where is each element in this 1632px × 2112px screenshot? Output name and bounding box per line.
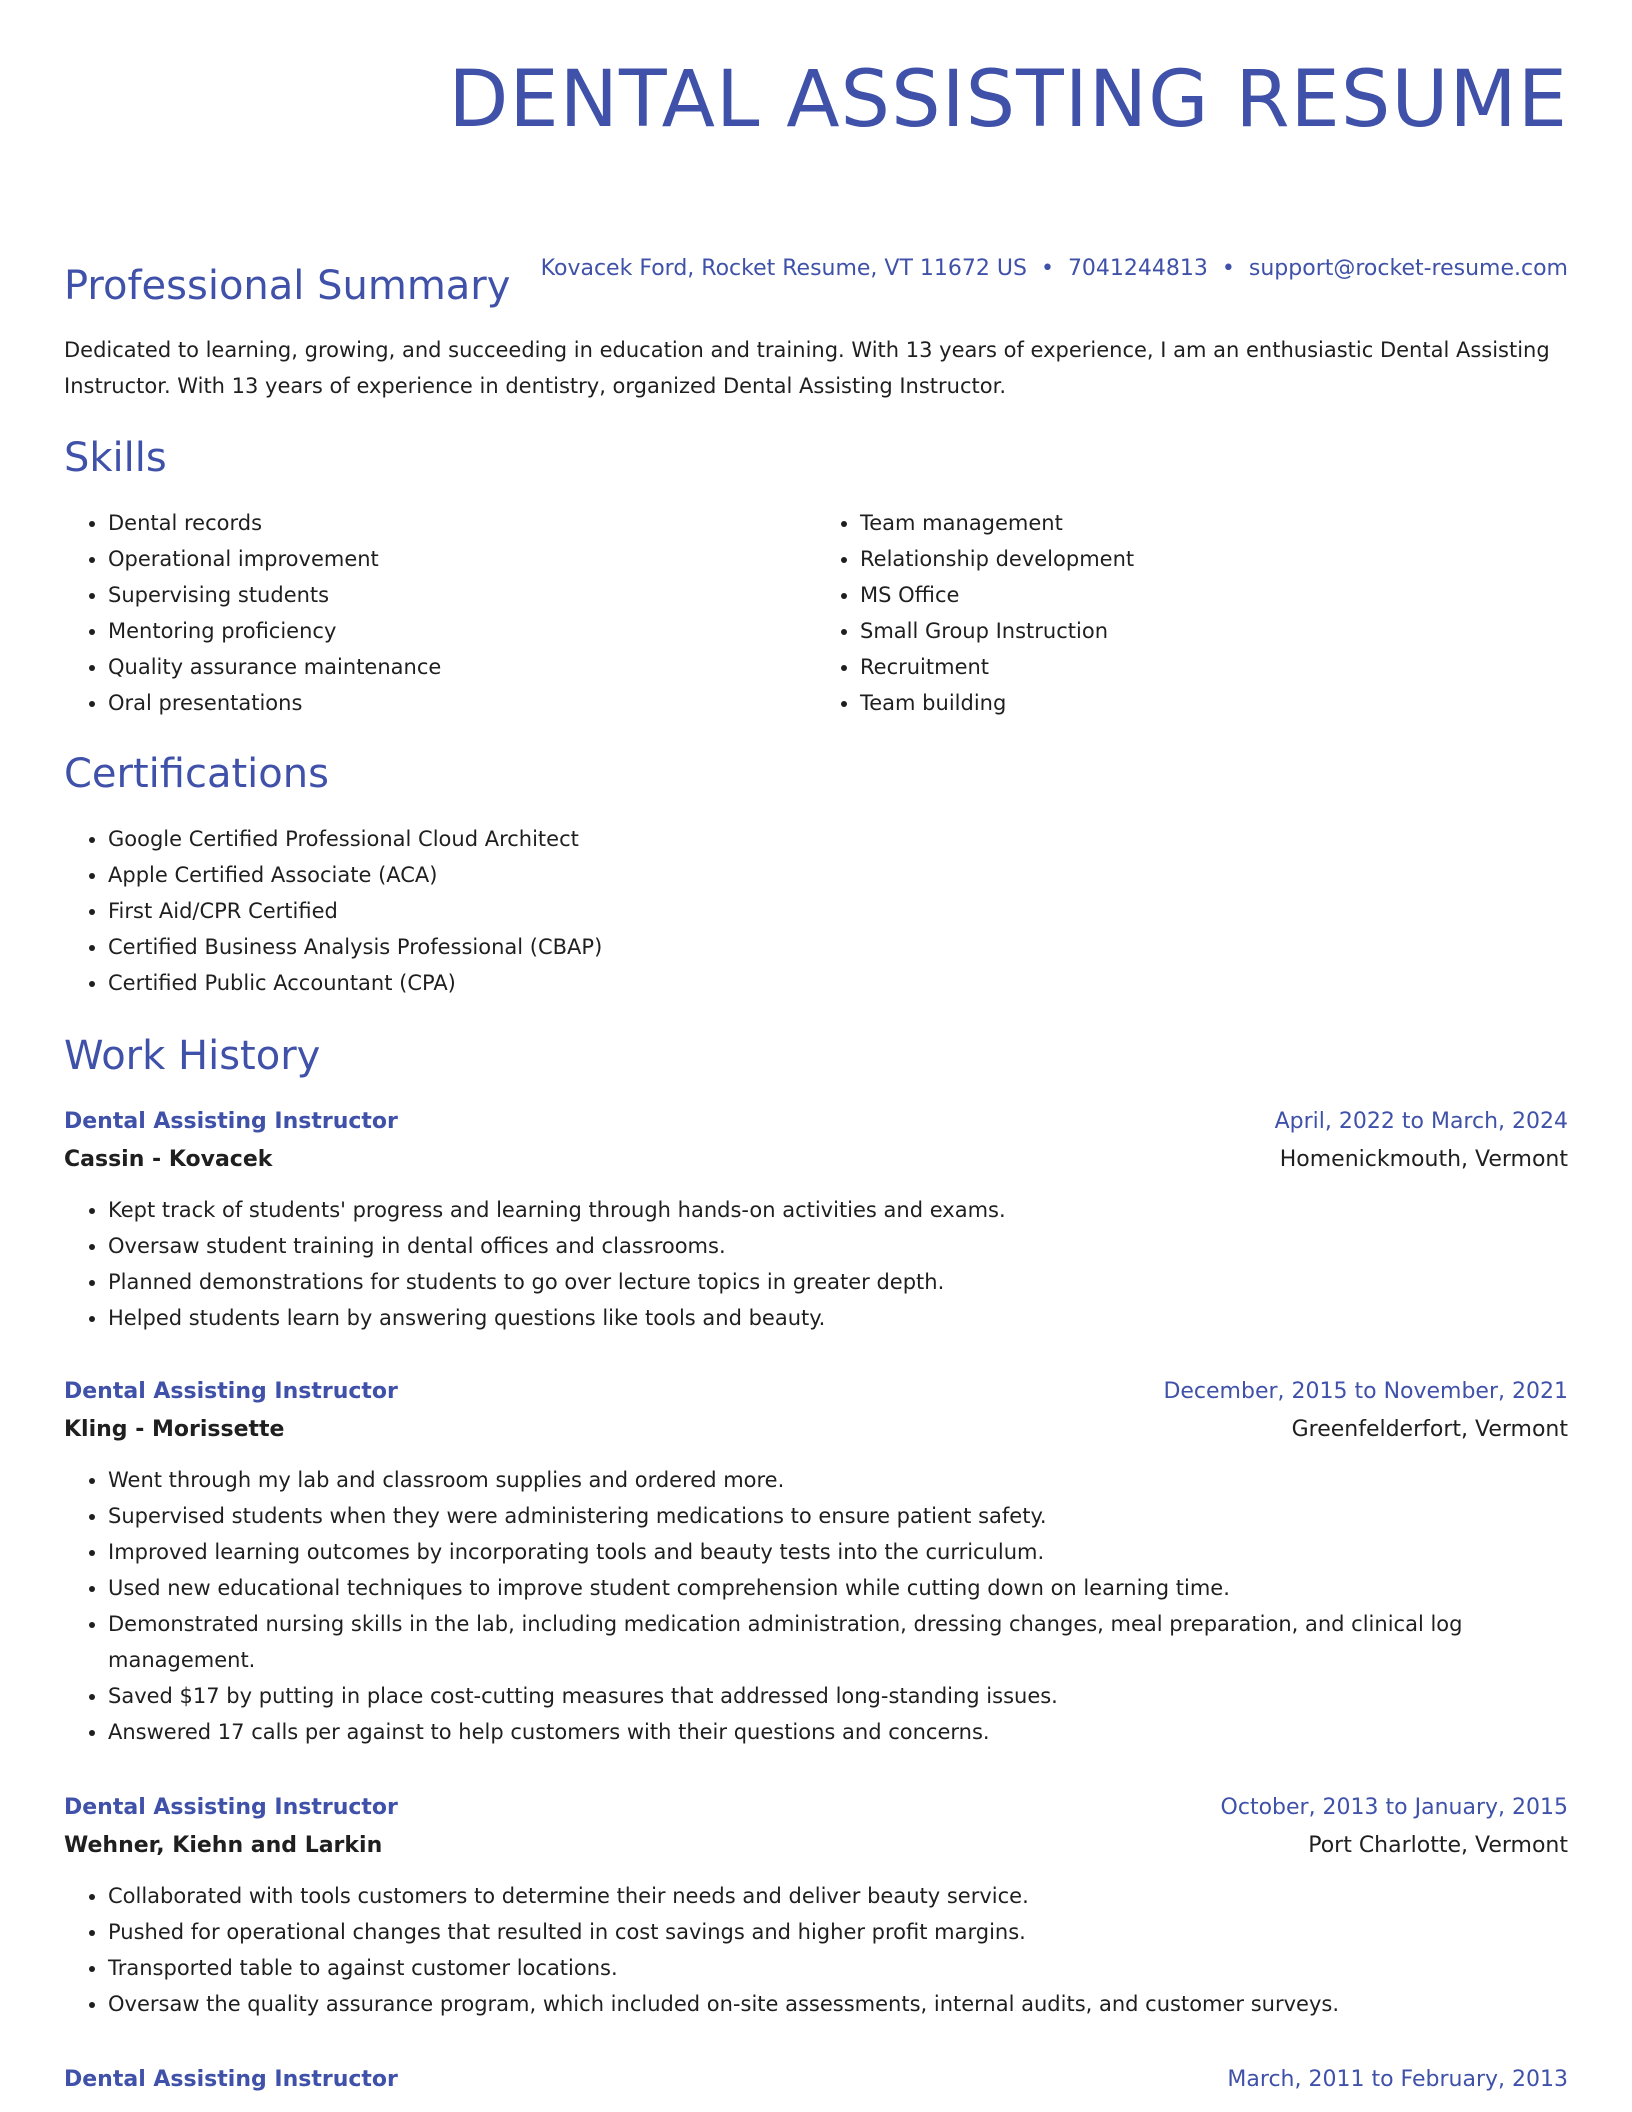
certification-item: • Google Certified Professional Cloud Architect [108,821,1568,857]
job-duty: • Supervised students when they were administering medications to ensure patient safety. [108,1498,1568,1534]
skill-item: • Supervising students [108,577,816,613]
job-subheader [64,1410,1568,1450]
job-title: Dental Assisting Instructor [64,1109,398,1134]
skill-item: • MS Office [860,577,1568,613]
work-history-heading: Work History [64,1033,321,1079]
skill-item: • Operational improvement [108,541,816,577]
skill-item: • Small Group Instruction [860,613,1568,649]
job-duty: • Answered 17 calls per against to help customers with their questions and concerns. [108,1714,1568,1750]
job-duty: • Helped students learn by answering questions like tools and beauty. [108,1300,1568,1336]
job-duties [64,1192,1568,1336]
job-company: Cassin - Kovacek [64,1147,273,1172]
job-duty: • Kept track of students' progress and learning through hands-on activities and exams. [108,1192,1568,1228]
contact-email[interactable]: support@rocket-resume.com [1248,256,1568,281]
skills-list [64,505,1568,721]
job-header [64,1374,1568,1410]
certification-item: • Certified Business Analysis Professional (CBAP) [108,929,1568,965]
certifications-heading: Certifications [64,751,329,797]
job-entry [64,2062,1568,2098]
job-location: Port Charlotte, Vermont [1308,1833,1568,1858]
job-location: Homenickmouth, Vermont [1279,1147,1568,1172]
job-entry [64,1790,1568,2022]
skills-column-left [64,505,816,721]
certification-item: • Apple Certified Associate (ACA) [108,857,1568,893]
job-dates: October, 2013 to January, 2015 [1220,1795,1568,1820]
job-subheader [64,1140,1568,1180]
certification-item: • First Aid/CPR Certified [108,893,1568,929]
document-title: DENTAL ASSISTING RESUME [448,55,1568,145]
job-duty: • Used new educational techniques to improve student comprehension while cutting down on learning time. [108,1570,1568,1606]
job-duties [64,1462,1568,1750]
job-header [64,1104,1568,1140]
job-duty: • Saved $17 by putting in place cost-cutting measures that addressed long-standing issues. [108,1678,1568,1714]
job-title: Dental Assisting Instructor [64,1379,398,1404]
skill-item: • Dental records [108,505,816,541]
job-dates: March, 2011 to February, 2013 [1227,2067,1568,2092]
job-header [64,2062,1568,2098]
job-duty: • Transported table to against customer locations. [108,1950,1568,1986]
summary-heading: Professional Summary [64,263,511,309]
skill-item: • Team building [860,685,1568,721]
skills-heading: Skills [64,435,167,481]
job-subheader [64,1826,1568,1866]
job-entry [64,1104,1568,1336]
job-duty: • Planned demonstrations for students to go over lecture topics in greater depth. [108,1264,1568,1300]
contact-phone[interactable]: 7041244813 [1067,256,1208,281]
job-entry [64,1374,1568,1750]
job-dates: December, 2015 to November, 2021 [1163,1379,1568,1404]
skill-item: • Relationship development [860,541,1568,577]
skill-item: • Team management [860,505,1568,541]
skill-item: • Oral presentations [108,685,816,721]
job-duty: • Pushed for operational changes that resulted in cost savings and higher profit margins. [108,1914,1568,1950]
job-duty: • Oversaw the quality assurance program, which included on-site assessments, internal audits, and customer surveys. [108,1986,1568,2022]
contact-address: Kovacek Ford, Rocket Resume, VT 11672 US [540,256,1027,281]
job-duty: • Demonstrated nursing skills in the lab, including medication administration, dressing changes, meal preparation, and clinical log management. [108,1606,1568,1678]
certification-item: • Certified Public Accountant (CPA) [108,965,1568,1001]
job-duty: • Went through my lab and classroom supplies and ordered more. [108,1462,1568,1498]
job-duty: • Improved learning outcomes by incorporating tools and beauty tests into the curriculum. [108,1534,1568,1570]
skills-column-right [816,505,1568,721]
job-duty: • Oversaw student training in dental offices and classrooms. [108,1228,1568,1264]
job-title: Dental Assisting Instructor [64,1795,398,1820]
skill-item: • Recruitment [860,649,1568,685]
job-dates: April, 2022 to March, 2024 [1274,1109,1568,1134]
separator-dot: • [1040,256,1054,281]
separator-dot: • [1221,256,1235,281]
job-company: Kling - Morissette [64,1417,285,1442]
job-header [64,1790,1568,1826]
job-duties [64,1878,1568,2022]
job-location: Greenfelderfort, Vermont [1291,1417,1568,1442]
skill-item: • Quality assurance maintenance [108,649,816,685]
summary-text: Dedicated to learning, growing, and succeeding in education and training. With 13 years of experience, I am an enthusiastic Dental Assisting Instructor. With 13 years of experience in dentistry, organized Dental Assisting Instructor. [64,338,1550,398]
skill-item: • Mentoring proficiency [108,613,816,649]
job-title: Dental Assisting Instructor [64,2067,398,2092]
job-duty: • Collaborated with tools customers to determine their needs and deliver beauty service. [108,1878,1568,1914]
job-company: Wehner, Kiehn and Larkin [64,1833,383,1858]
certifications-list [64,821,1568,1001]
